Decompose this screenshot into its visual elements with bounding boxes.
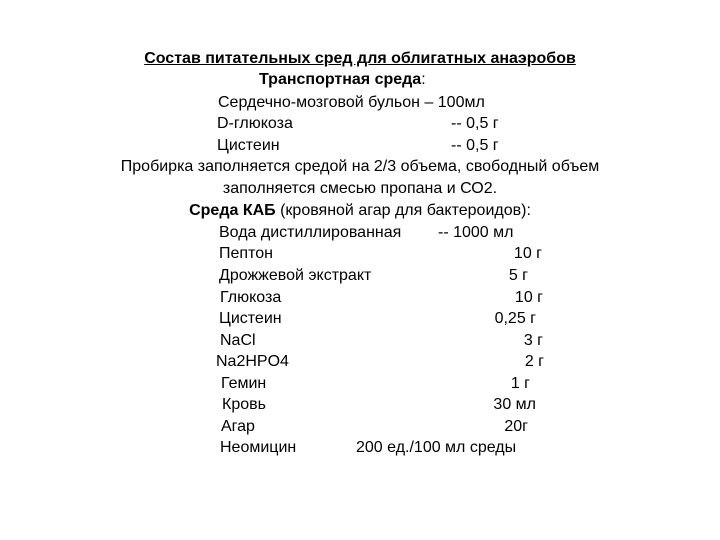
kab-row-name: Неомицин	[220, 439, 297, 456]
transport-heading-text: Транспортная среда	[259, 71, 422, 88]
kab-row-name: Дрожжевой экстракт	[219, 267, 372, 284]
kab-row-value: 20г	[504, 418, 528, 435]
kab-row-value: 10 г	[514, 289, 543, 306]
kab-row-value: 2 г	[524, 353, 544, 370]
kab-row-value: 5 г	[508, 267, 528, 284]
transport-note-line2: заполняется смесью пропана и СО2.	[222, 180, 498, 197]
kab-row-value: 3 г	[523, 332, 543, 349]
kab-row-name: Пептон	[219, 245, 273, 262]
transport-heading-colon: :	[421, 71, 426, 88]
transport-row-name: Сердечно-мозговой бульон – 100мл	[218, 94, 485, 111]
transport-note-line1: Пробирка заполняется средой на 2/3 объема, свободный объем	[120, 158, 600, 175]
kab-row-name: Глюкоза	[220, 289, 282, 306]
kab-row-name: Гемин	[221, 375, 267, 392]
kab-row-value: 30 мл	[493, 396, 536, 413]
document-title: Состав питательных сред для облигатных анаэробов	[144, 50, 576, 67]
kab-row-name: Агар	[221, 418, 255, 435]
kab-heading-rest: (кровяной агар для бактероидов):	[275, 202, 531, 219]
kab-row-value: 200 ед./100 мл среды	[356, 439, 517, 456]
kab-row-value: 1 г	[510, 375, 530, 392]
kab-row-name: Кровь	[222, 396, 266, 413]
transport-row-value: -- 0,5 г	[451, 137, 499, 154]
transport-heading	[259, 70, 426, 90]
kab-heading	[0, 201, 720, 221]
kab-row-name: Цистеин	[219, 310, 282, 327]
transport-row-name: Цистеин	[217, 137, 280, 154]
transport-row-name: D-глюкоза	[217, 115, 293, 132]
kab-row-name: Na2HPO4	[216, 353, 289, 370]
kab-row-value: 10 г	[513, 245, 542, 262]
kab-row-value: -- 1000 мл	[438, 224, 514, 241]
kab-row-name: NaCl	[220, 332, 256, 349]
kab-row-name: Вода дистиллированная	[219, 224, 402, 241]
kab-row-value: 0,25 г	[494, 310, 536, 327]
kab-heading-bold: Среда КАБ	[189, 202, 276, 219]
transport-row-value: -- 0,5 г	[451, 115, 499, 132]
